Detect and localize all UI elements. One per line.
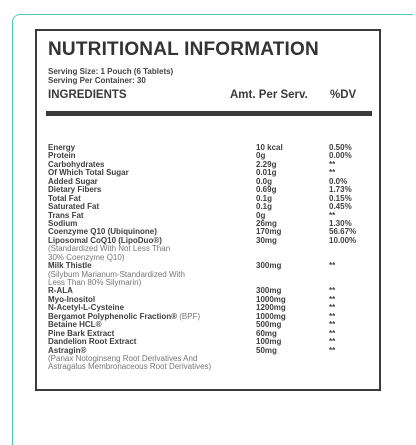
ingredient-amount: 1000mg (256, 311, 286, 321)
ingredient-note: (Silybum Marianum-Standardized With (48, 269, 185, 279)
ingredient-suffix: (BPF) (177, 311, 201, 321)
ingredient-name-text: Protein (48, 151, 76, 161)
ingredient-amount: 170mg (256, 227, 282, 237)
ingredient-amount: 30mg (256, 235, 277, 245)
ingredient-amount: 0g (256, 210, 266, 220)
ingredient-dv: 56.67% (329, 227, 357, 237)
ingredient-dv: 1.30% (329, 218, 352, 228)
ingredient-amount: 500mg (256, 320, 282, 330)
ingredient-name-text: Trans Fat (48, 210, 84, 220)
ingredient-note: Less Than 80% Silymarin) (48, 278, 142, 287)
ingredient-note: Astragalus Membronaceous Root Derivatives) (48, 362, 212, 372)
ingredient-note: 30% Coenzyme Q10) (48, 252, 125, 262)
ingredient-name-text: Sodium (48, 218, 78, 228)
ingredient-dv: 1.73% (329, 185, 352, 195)
table-row (48, 287, 368, 295)
ingredient-amount: 0.01g (256, 168, 277, 178)
ingredient-dv: ** (329, 168, 336, 178)
table-row (48, 203, 368, 211)
table-row-note (48, 363, 368, 371)
ingredient-amount: 10 kcal (256, 143, 283, 152)
table-row-note (48, 254, 368, 262)
panel-title: NUTRITIONAL INFORMATION (48, 39, 319, 60)
ingredient-name-text: N-Acetyl-L-Cysteine (48, 303, 125, 313)
ingredient-dv: 0.15% (329, 193, 352, 203)
ingredient-dv: ** (329, 345, 336, 355)
ingredient-dv: ** (329, 311, 336, 321)
table-row (48, 338, 368, 346)
ingredients-table (48, 144, 368, 372)
ingredient-amount: 1200mg (256, 303, 286, 313)
serving-size: Serving Size: 1 Pouch (6 Tablets) (48, 67, 174, 76)
ingredient-dv: ** (329, 159, 336, 169)
header-amount: Amt. Per Serv. (230, 89, 308, 101)
ingredient-dv: 0.45% (329, 202, 352, 212)
ingredient-dv: 0.0% (329, 176, 348, 186)
ingredient-name-text: R-ALA (48, 286, 73, 296)
ingredient-name-text: Milk Thistle (48, 261, 92, 271)
ingredient-amount: 0g (256, 151, 266, 161)
ingredient-name-text: Energy (48, 143, 76, 152)
table-row (48, 212, 368, 220)
ingredient-amount: 0.1g (256, 193, 273, 203)
ingredient-amount: 60mg (256, 328, 277, 338)
ingredient-dv: ** (329, 261, 336, 271)
ingredient-amount: 0.69g (256, 185, 277, 195)
ingredient-name-text: Coenzyme Q10 (Ubiquinone) (48, 227, 157, 237)
ingredient-name-text: Astragin® (48, 345, 87, 355)
serving-per-container: Serving Per Container: 30 (48, 76, 146, 85)
serving-info (48, 67, 173, 85)
ingredient-amount: 0.0g (256, 176, 273, 186)
ingredient-name-text: Bergamot Polyphenolic Fraction® (48, 311, 178, 321)
ingredient-name-text: Pine Bark Extract (48, 328, 115, 338)
ingredient-amount: 300mg (256, 261, 282, 271)
ingredient-amount: 2.29g (256, 159, 277, 169)
header-ingredients: INGREDIENTS (48, 89, 127, 101)
ingredient-name-text: Liposomal CoQ10 (LipoDuo®) (48, 235, 162, 245)
ingredient-dv: ** (329, 210, 336, 220)
ingredient-name-text: Dietary Fibers (48, 185, 102, 195)
ingredient-dv: ** (329, 294, 336, 304)
ingredient-amount: 0.1g (256, 202, 273, 212)
ingredient-name-text: Total Fat (48, 193, 81, 203)
ingredient-name-text: Carbohydrates (48, 159, 105, 169)
ingredient-name-text: Of Which Total Sugar (48, 168, 129, 178)
ingredient-dv: ** (329, 328, 336, 338)
table-row-note (48, 279, 368, 287)
ingredient-amount: 50mg (256, 345, 277, 355)
ingredient-name-text: Saturated Fat (48, 202, 100, 212)
ingredient-name-text: Betaine HCL® (48, 320, 102, 330)
ingredient-amount: 26mg (256, 218, 277, 228)
ingredient-dv: 0.00% (329, 151, 352, 161)
table-row (48, 186, 368, 194)
ingredient-dv: ** (329, 303, 336, 313)
ingredient-name-text: Added Sugar (48, 176, 98, 186)
ingredient-note: (Standardized With Not Less Than (48, 244, 171, 254)
ingredient-note: (Panax Notoginseng Root Derivatives And (48, 353, 198, 363)
ingredient-dv: ** (329, 337, 336, 347)
header-divider (46, 111, 372, 116)
table-header (48, 89, 371, 105)
ingredient-dv: ** (329, 320, 336, 330)
table-row (48, 144, 368, 152)
header-dv: %DV (330, 89, 357, 101)
ingredient-dv: 0.50% (329, 143, 352, 152)
ingredient-name-text: Dandelion Root Extract (48, 337, 137, 347)
ingredient-name-text: Myo-Inositol (48, 294, 96, 304)
ingredient-amount: 100mg (256, 337, 282, 347)
ingredient-amount: 300mg (256, 286, 282, 296)
ingredient-amount: 1000mg (256, 294, 286, 304)
ingredient-dv: 10.00% (329, 235, 357, 245)
nutrition-panel (35, 29, 381, 391)
ingredient-dv: ** (329, 286, 336, 296)
